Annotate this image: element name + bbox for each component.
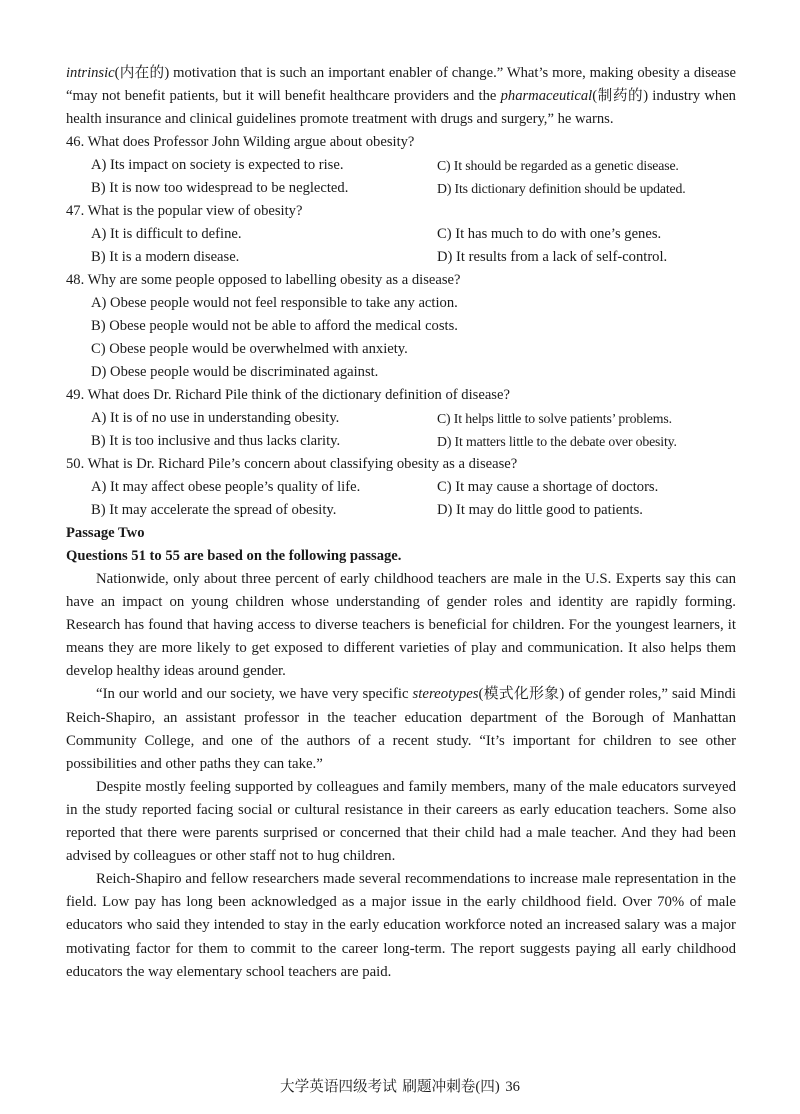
option-a: A) Obese people would not feel responsible to take any action. bbox=[91, 295, 458, 311]
option-b: B) It may accelerate the spread of obesity. bbox=[91, 502, 337, 518]
question-stem: 49. What does Dr. Richard Pile think of the dictionary definition of disease? bbox=[66, 387, 510, 403]
passage-instruction: Questions 51 to 55 are based on the following passage. bbox=[66, 548, 402, 564]
option-c: C) It may cause a shortage of doctors. bbox=[437, 479, 659, 495]
option-grid bbox=[66, 154, 736, 200]
option-grid bbox=[66, 407, 736, 453]
question-47 bbox=[66, 200, 736, 269]
option-a: A) It is of no use in understanding obesity. bbox=[91, 410, 340, 426]
passage-paragraph-4: Reich-Shapiro and fellow researchers made several recommendations to increase male representation in the field. Low pay has long been acknowledged as a major issue in the early childhood field. Over 70% of male educators who said they intended to stay in the early education workforce noted an increased salary was a major motivating factor for them to commit to the career long-term. The report suggests paying all early childhood educators the way elementary school teachers are paid. bbox=[66, 871, 736, 980]
term-stereotypes: stereotypes bbox=[412, 686, 479, 703]
term-intrinsic-cn: (内在的) bbox=[114, 65, 170, 81]
passage-paragraph-2 bbox=[66, 683, 736, 775]
term-stereotypes-cn: (模式化形象) bbox=[478, 686, 565, 703]
term-pharmaceutical-cn: (制药的) bbox=[592, 88, 649, 104]
intro-paragraph bbox=[66, 62, 736, 131]
question-46 bbox=[66, 131, 736, 200]
option-d: D) Its dictionary definition should be updated. bbox=[437, 181, 686, 196]
intro-text-2: industry when health insurance and clinical guidelines promote treatment with drugs and surgery,” he warns. bbox=[66, 88, 736, 127]
question-stem: 48. Why are some people opposed to labelling obesity as a disease? bbox=[66, 272, 461, 288]
option-d: D) It results from a lack of self-control. bbox=[437, 249, 668, 265]
option-c: C) It helps little to solve patients’ problems. bbox=[437, 411, 672, 426]
option-c: C) It has much to do with one’s genes. bbox=[437, 226, 662, 242]
option-b: B) It is too inclusive and thus lacks clarity. bbox=[91, 433, 341, 449]
option-grid bbox=[66, 223, 736, 269]
paragraph-2-text-a: “In our world and our society, we have very specific bbox=[96, 686, 413, 703]
option-list bbox=[66, 292, 736, 384]
question-50 bbox=[66, 453, 736, 522]
option-grid bbox=[66, 476, 736, 522]
option-b: B) Obese people would not be able to afford the medical costs. bbox=[91, 318, 458, 334]
question-49 bbox=[66, 384, 736, 453]
paragraph-2-text-b: of gender roles,” said Mindi Reich-Shapiro, an assistant professor in the teacher education department of the Borough of Manhattan Community College, and one of the authors of a recent study. “It’s important for children to see other possibilities and other paths they can take.” bbox=[66, 686, 737, 772]
passage-body bbox=[66, 568, 736, 984]
question-stem: 46. What does Professor John Wilding argue about obesity? bbox=[66, 134, 415, 150]
term-intrinsic: intrinsic bbox=[66, 65, 115, 81]
option-b: B) It is now too widespread to be neglected. bbox=[91, 180, 349, 196]
passage-paragraph-3: Despite mostly feeling supported by colleagues and family members, many of the male educators surveyed in the study reported facing social or cultural resistance in their careers as early education teachers. Some also reported that there were parents surprised or concerned that their child had a male teacher. And they had been advised by colleagues or other staff not to hug children. bbox=[66, 778, 736, 865]
exam-page bbox=[66, 62, 736, 984]
passage-paragraph-1: Nationwide, only about three percent of early childhood teachers are male in the U.S. Experts say this can have an impact on young children whose understanding of gender roles and identity are rapidly forming. Research has found that having access to diverse teachers is beneficial for children. For the youngest learners, it means they are more likely to get exposed to different varieties of play and communication. It also helps them develop healthy ideas around gender. bbox=[66, 571, 736, 680]
option-c: C) Obese people would be overwhelmed with anxiety. bbox=[91, 341, 408, 357]
question-stem: 50. What is Dr. Richard Pile’s concern about classifying obesity as a disease? bbox=[66, 456, 518, 472]
option-a: A) Its impact on society is expected to rise. bbox=[91, 157, 344, 173]
option-c: C) It should be regarded as a genetic disease. bbox=[437, 158, 679, 173]
option-d: D) Obese people would be discriminated against. bbox=[91, 364, 379, 380]
option-a: A) It may affect obese people’s quality of life. bbox=[91, 479, 361, 495]
passage-title: Passage Two bbox=[66, 525, 145, 541]
intro-text-1: motivation that is such an important enabler of change.” What’s more, making obesity a disease “may not benefit patients, but it will benefit healthcare providers and the bbox=[66, 65, 736, 104]
term-pharmaceutical: pharmaceutical bbox=[500, 88, 593, 104]
option-d: D) It may do little good to patients. bbox=[437, 502, 643, 518]
option-a: A) It is difficult to define. bbox=[91, 226, 242, 242]
page-footer: 大学英语四级考试 刷题冲刺卷(四) 36 bbox=[280, 1079, 520, 1095]
option-b: B) It is a modern disease. bbox=[91, 249, 240, 265]
question-stem: 47. What is the popular view of obesity? bbox=[66, 203, 303, 219]
option-d: D) It matters little to the debate over obesity. bbox=[437, 434, 677, 449]
question-48 bbox=[66, 269, 736, 384]
